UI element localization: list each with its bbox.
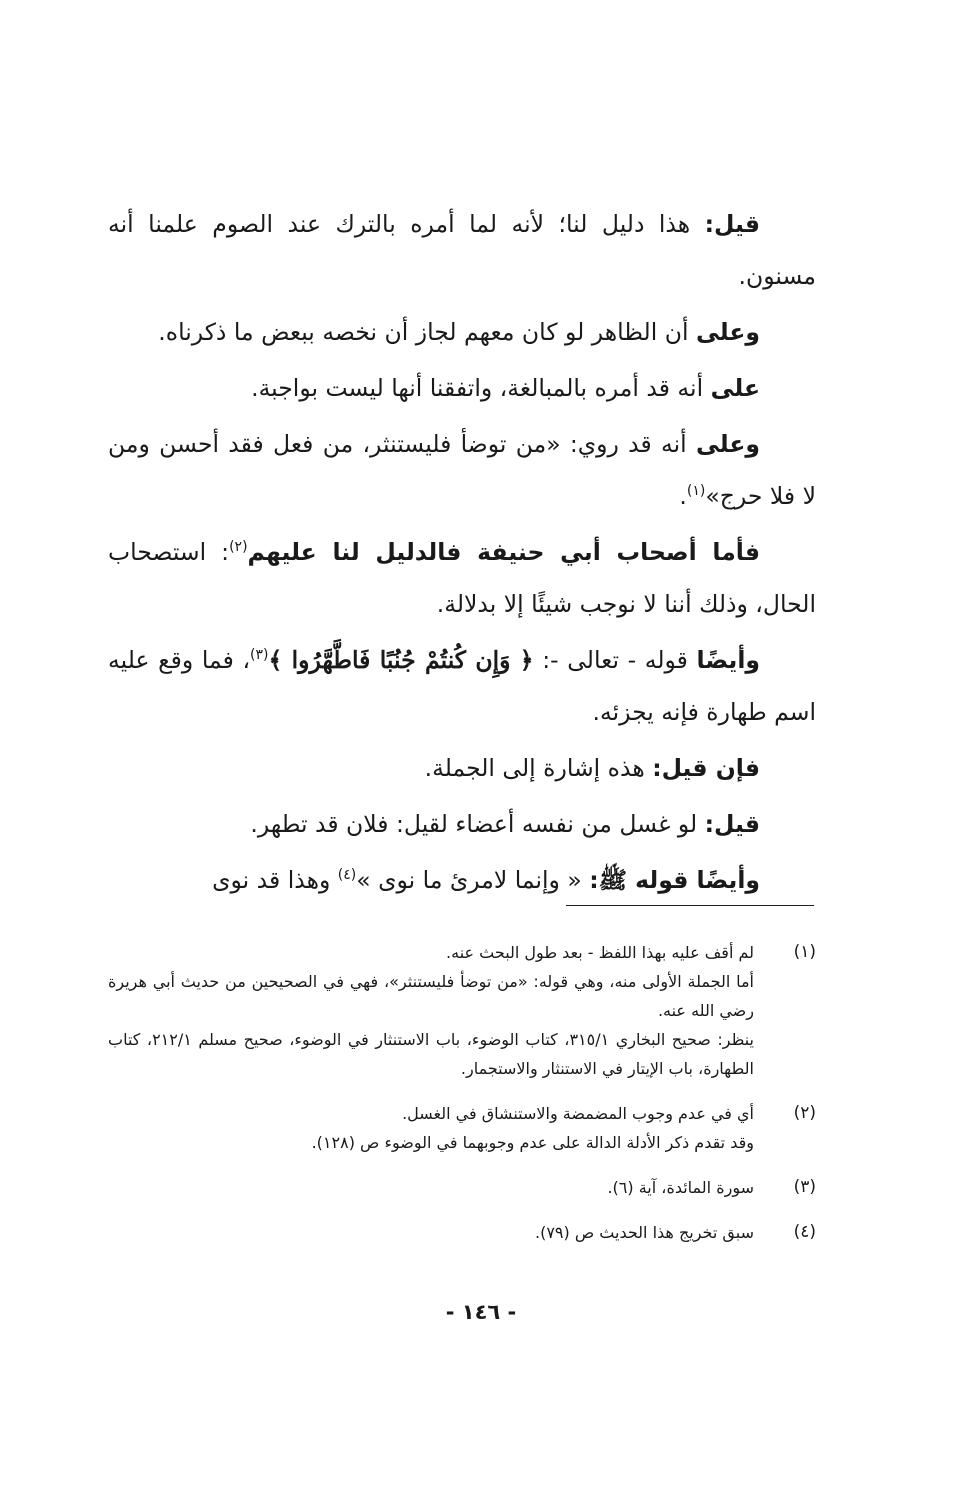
page-number: - ١٤٦ - [445,1300,517,1324]
footnote-reference: (٣) [250,647,269,664]
footnote-body [108,1173,754,1202]
paragraph-text: هذا دليل لنا؛ لأنه لما أمره بالترك عند الصوم علمنا أنه مسنون. [108,210,816,290]
footnote-number: (٢) [793,1103,816,1123]
paragraph-text-before: قوله - تعالى -: [533,646,697,674]
paragraph [108,854,816,906]
paragraph-text: هذه إشارة إلى الجملة. [424,754,653,782]
paragraph [108,362,816,414]
paragraph-lead: وأيضًا قوله ﷺ: [589,866,760,894]
footnote-body [108,938,754,1083]
footnote-line: سورة المائدة، آية (٦). [607,1178,754,1197]
footnote-line: ينظر: صحيح البخاري ٣١٥/١، كتاب الوضوء، باب الاستنثار في الوضوء، صحيح مسلم ٢١٢/١، كتاب الطهارة، باب الإيتار في الاستنثار والاستجمار. [108,1030,755,1078]
footnote-reference: (٢) [229,539,248,556]
footnote-line: أما الجملة الأولى منه، وهي قوله: «من توضأ فليستنثر»، فهي في الصحيحين من حديث أبي هريرة رضي الله عنه. [108,972,754,1020]
footnote [108,938,816,1083]
paragraph [108,418,816,522]
footnote-line: وقد تقدم ذكر الأدلة الدالة على عدم وجوبهما في الوضوء ص (١٢٨). [311,1133,754,1152]
paragraph-text: : استصحاب الحال، وذلك أننا لا نوجب شيئًا إلا بدلالة. [108,538,816,618]
paragraph-lead: قيل: [704,210,760,238]
main-text [108,198,816,910]
quran-verse: ﴿ وَإِن كُنتُمْ جُنُبًا فَاطَّهَّرُوا ﴾ [268,646,534,674]
paragraph-text: ، فما وقع عليه اسم طهارة فإنه يجزئه. [108,646,816,726]
paragraph [108,798,816,850]
paragraph-lead: قيل: [704,810,760,838]
footnote-reference: (١) [686,483,706,500]
paragraph [108,306,816,358]
footnote-number: (٤) [793,1222,816,1242]
footnotes [108,938,816,1263]
footnote-number: (٣) [793,1177,816,1197]
paragraph [108,198,816,302]
footnote-reference: (٤) [337,867,357,884]
footnote-body [108,1099,754,1157]
paragraph-text: أن الظاهر لو كان معهم لجاز أن نخصه ببعض ما ذكرناه. [158,318,696,346]
paragraph [108,742,816,794]
footnote-line: لم أقف عليه بهذا اللفظ - بعد طول البحث عنه. [446,943,754,962]
paragraph-tail: . [679,482,687,510]
paragraph-lead: وعلى [695,430,760,458]
footnote [108,1218,816,1247]
paragraph-lead: وأيضًا [696,646,760,674]
footnote-body [108,1218,754,1247]
paragraph-text: لو غسل من نفسه أعضاء لقيل: فلان قد تطهر. [250,810,705,838]
footnote [108,1099,816,1157]
footnote-line: سبق تخريج هذا الحديث ص (٧٩). [535,1223,754,1242]
footnote-number: (١) [793,942,816,962]
footnote-line: أي في عدم وجوب المضمضة والاستنشاق في الغسل. [402,1104,754,1123]
paragraph [108,526,816,630]
paragraph-text: أنه قد أمره بالمبالغة، واتفقنا أنها ليست بواجبة. [251,374,711,402]
footnote [108,1173,816,1202]
paragraph-text: أنه قد روي: «من توضأ فليستنثر، من فعل فقد أحسن ومن لا فلا حرج» [108,430,816,510]
paragraph [108,634,816,738]
paragraph-lead: فأما أصحاب أبي حنيفة فالدليل لنا عليهم [247,538,760,566]
paragraph-tail: وهذا قد نوى [212,866,338,894]
paragraph-lead: فإن قيل: [652,754,760,782]
paragraph-lead: وعلى [695,318,760,346]
paragraph-text: « وإنما لامرئ ما نوى » [356,866,590,894]
footnote-separator [566,905,814,906]
paragraph-lead: على [710,374,760,402]
